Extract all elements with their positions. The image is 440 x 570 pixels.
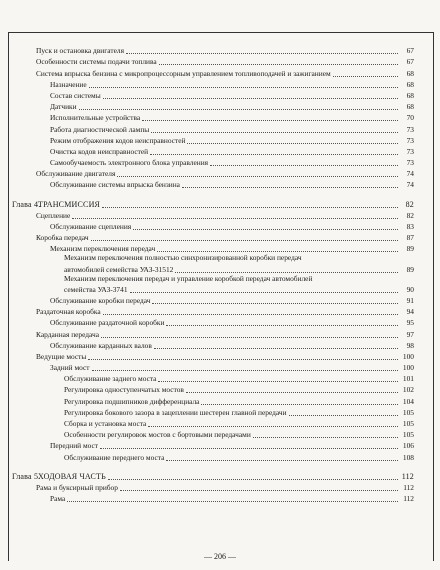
dot-leader (166, 324, 398, 326)
toc-entry (8, 451, 414, 462)
toc-entry (8, 295, 414, 306)
dot-leader (157, 250, 398, 252)
toc-entry (8, 351, 414, 362)
toc-entry-title: Работа диагностической лампы (50, 124, 150, 134)
toc-entry-title: Очистка кодов неисправностей (50, 146, 149, 156)
toc-page-number: 68 (406, 102, 414, 112)
toc-page-number: 82 (405, 199, 414, 209)
dot-leader (151, 131, 398, 133)
toc-entry-title (12, 472, 106, 482)
toc-entry (8, 440, 414, 451)
toc-entry (8, 395, 414, 406)
chapter-title: ХОДОВАЯ ЧАСТЬ (38, 471, 106, 481)
toc-entry (8, 340, 414, 351)
dot-leader (92, 369, 398, 371)
dot-leader (186, 391, 398, 393)
toc-page-number: 105 (402, 419, 414, 428)
toc-page-number: 105 (402, 407, 414, 417)
toc-entry (8, 123, 414, 134)
dot-leader (100, 447, 398, 449)
toc-page-number: 68 (406, 79, 414, 89)
toc-entry-title (12, 200, 100, 210)
toc-entry (8, 67, 414, 78)
page-number: — 206 — (204, 552, 236, 561)
toc-page-number: 87 (406, 233, 414, 243)
toc-page-number: 73 (406, 135, 414, 145)
toc-entry-title: Ведущие мосты (36, 351, 87, 361)
dot-leader (89, 86, 398, 88)
toc-page-number: 70 (406, 113, 414, 123)
dot-leader (103, 97, 398, 99)
chapter-label: Глава 4. (12, 199, 41, 209)
toc-page-number: 91 (406, 295, 414, 305)
toc-entry (8, 306, 414, 317)
dot-leader (152, 302, 398, 304)
table-of-contents (8, 45, 414, 504)
toc-page-number: 83 (406, 222, 414, 231)
toc-page-number: 73 (406, 124, 414, 134)
dot-leader (108, 478, 398, 480)
toc-page-number: 68 (406, 90, 414, 100)
toc-page-number: 94 (406, 307, 414, 317)
toc-entry-title: Рама (50, 494, 66, 504)
toc-entry (8, 232, 414, 243)
toc-entry (8, 275, 414, 284)
toc-page-number: 73 (406, 146, 414, 156)
toc-entry (8, 168, 414, 179)
dot-leader (333, 75, 398, 77)
toc-page-number: 100 (402, 351, 414, 361)
toc-chapter-entry (8, 198, 414, 209)
toc-entry-title: Обслуживание раздаточной коробки (50, 318, 165, 328)
dot-leader (175, 271, 398, 273)
toc-entry-title: Обслуживание системы впрыска бензина (50, 180, 180, 190)
dot-leader (72, 217, 398, 219)
toc-entry-title: Передний мост (50, 441, 99, 451)
toc-page-number: 98 (406, 340, 414, 350)
toc-page-number: 112 (401, 471, 414, 481)
toc-entry-title: Механизм переключения передач и управление коробкой передач автомобилей (64, 273, 313, 283)
toc-entry (8, 254, 414, 263)
toc-entry-title: автомобилей семейства УАЗ-31512 (64, 264, 174, 274)
dot-leader (187, 142, 398, 144)
toc-entry-title: Раздаточная коробка (36, 307, 101, 317)
toc-page-number: 101 (402, 374, 414, 384)
toc-entry-title: Сцепление (36, 210, 71, 220)
toc-entry-title: Регулировка одноступенчатых мостов (64, 385, 184, 395)
dot-leader (154, 347, 398, 349)
toc-entry-title: Пуск и остановка двигателя (36, 46, 124, 56)
dot-leader (166, 459, 398, 461)
toc-entry (8, 179, 414, 190)
dot-leader (253, 436, 398, 438)
dot-leader (117, 175, 398, 177)
toc-entry (8, 45, 414, 56)
toc-entry-title: Обслуживание двигателя (36, 169, 116, 179)
toc-entry (8, 384, 414, 395)
toc-entry-title: Режим отображения кодов неисправностей (50, 135, 186, 145)
dot-leader (91, 239, 398, 241)
toc-entry-title: Механизм переключения передач (50, 244, 156, 254)
toc-entry-title: семейства УАЗ-3741 (64, 284, 128, 294)
toc-entry-title: Механизм переключения полностью синхронизированной коробки передач (64, 253, 302, 263)
toc-page-number: 108 (402, 452, 414, 462)
dot-leader (102, 206, 398, 208)
toc-entry (8, 284, 414, 295)
toc-page-number: 100 (402, 363, 414, 373)
toc-page-number: 102 (402, 385, 414, 395)
toc-page-number: 74 (406, 169, 414, 179)
dot-leader (103, 313, 398, 315)
dot-leader (150, 153, 398, 155)
dot-leader (133, 228, 398, 230)
chapter-title: ТРАНСМИССИЯ (38, 199, 101, 209)
toc-entry-title: Задний мост (50, 363, 90, 373)
toc-entry-title: Обслуживание сцепления (50, 222, 132, 231)
toc-chapter-entry (8, 471, 414, 482)
toc-entry (8, 112, 414, 123)
dot-leader (126, 52, 398, 54)
toc-entry-title: Система впрыска бензина с микропроцессорным управлением топливоподачей и зажиганием (36, 68, 331, 78)
toc-entry-title: Датчики (50, 102, 77, 112)
toc-page-number: 89 (406, 264, 414, 274)
toc-entry-title: Карданная передача (36, 329, 100, 339)
toc-entry (8, 210, 414, 221)
toc-page-number: 68 (406, 68, 414, 78)
toc-page-number: 82 (406, 210, 414, 220)
toc-page-number: 67 (406, 57, 414, 67)
dot-leader (182, 186, 398, 188)
toc-entry-title: Обслуживание карданных валов (50, 340, 152, 350)
toc-page-number: 73 (406, 158, 414, 168)
toc-entry (8, 418, 414, 429)
toc-page-number: 104 (402, 396, 414, 406)
toc-page-number: 67 (406, 46, 414, 56)
toc-entry (8, 328, 414, 339)
toc-entry (8, 90, 414, 101)
toc-entry (8, 317, 414, 328)
toc-entry-title: Обслуживание заднего моста (64, 374, 157, 384)
dot-leader (158, 380, 398, 382)
dot-leader (289, 414, 398, 416)
toc-entry (8, 407, 414, 418)
toc-page-number: 105 (402, 430, 414, 440)
toc-entry-title: Коробка передач (36, 233, 89, 243)
toc-entry-title: Рама и буксирный прибор (36, 482, 118, 492)
toc-entry-title: Состав системы (50, 90, 101, 100)
dot-leader (210, 164, 398, 166)
dot-leader (67, 500, 398, 502)
dot-leader (88, 358, 398, 360)
toc-page-number: 112 (403, 482, 414, 492)
toc-entry-title: Сборка и установка моста (64, 419, 147, 428)
toc-entry-title: Самообучаемость электронного блока управления (50, 158, 209, 168)
toc-entry (8, 79, 414, 90)
toc-entry (8, 482, 414, 493)
dot-leader (201, 403, 398, 405)
dot-leader (142, 119, 398, 121)
toc-page-number: 97 (406, 329, 414, 339)
toc-entry (8, 373, 414, 384)
toc-entry (8, 135, 414, 146)
toc-page-number: 74 (406, 180, 414, 190)
toc-entry-title: Обслуживание коробки передач (50, 295, 151, 305)
toc-entry (8, 157, 414, 168)
dot-leader (120, 489, 398, 491)
dot-leader (79, 108, 398, 110)
toc-entry-title: Особенности регулировок мостов с бортовыми передачами (64, 430, 251, 440)
toc-page-number: 112 (403, 494, 414, 504)
toc-page-number: 106 (402, 441, 414, 451)
dot-leader (130, 291, 398, 293)
dot-leader (101, 336, 398, 338)
toc-entry-title: Регулировка подшипников дифференциала (64, 396, 200, 406)
toc-entry (8, 101, 414, 112)
chapter-label: Глава 5. (12, 471, 41, 481)
toc-entry (8, 146, 414, 157)
toc-entry-title: Особенности системы подачи топлива (36, 57, 157, 67)
toc-entry-title: Назначение (50, 79, 87, 89)
toc-entry-title: Обслуживание переднего моста (64, 452, 165, 462)
toc-entry-title: Регулировка бокового зазора в зацеплении шестерен главной передачи (64, 407, 287, 417)
dot-leader (148, 425, 398, 427)
toc-entry (8, 429, 414, 440)
toc-entry (8, 221, 414, 232)
dot-leader (159, 63, 398, 65)
toc-entry (8, 493, 414, 504)
toc-page-number: 95 (406, 318, 414, 328)
toc-page-number: 90 (406, 284, 414, 294)
toc-page-number: 89 (406, 244, 414, 254)
toc-entry (8, 362, 414, 373)
toc-entry-title: Исполнительные устройства (50, 113, 141, 123)
toc-entry (8, 56, 414, 67)
